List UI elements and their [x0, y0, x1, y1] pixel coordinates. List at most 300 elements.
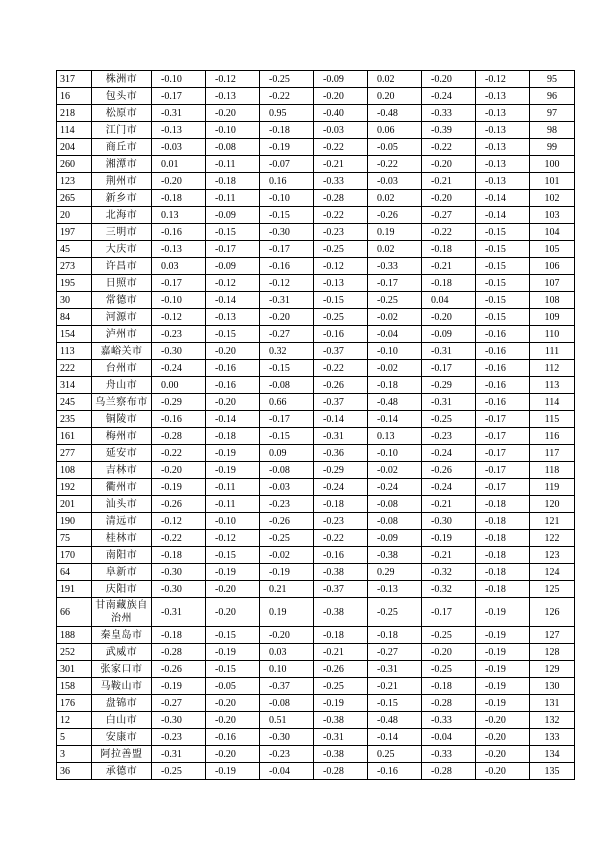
value-cell: -0.24 [368, 479, 422, 496]
value-cell: -0.15 [476, 258, 530, 275]
value-cell: -0.13 [152, 241, 206, 258]
table-row [57, 445, 575, 462]
table-row [57, 712, 575, 729]
city-cell: 南阳市 [92, 547, 152, 564]
id-cell: 66 [57, 598, 92, 627]
value-cell: -0.03 [152, 139, 206, 156]
city-cell: 日照市 [92, 275, 152, 292]
value-cell: -0.17 [152, 275, 206, 292]
id-cell: 84 [57, 309, 92, 326]
city-cell: 武威市 [92, 644, 152, 661]
value-cell: -0.36 [314, 445, 368, 462]
value-cell: -0.26 [368, 207, 422, 224]
value-cell: -0.19 [152, 678, 206, 695]
value-cell: -0.19 [476, 661, 530, 678]
city-cell: 常德市 [92, 292, 152, 309]
value-cell: -0.15 [206, 547, 260, 564]
value-cell: -0.20 [422, 644, 476, 661]
value-cell: -0.19 [476, 627, 530, 644]
city-cell: 梅州市 [92, 428, 152, 445]
table-row [57, 763, 575, 780]
value-cell: -0.40 [314, 105, 368, 122]
value-cell: -0.18 [422, 678, 476, 695]
value-cell: -0.18 [152, 547, 206, 564]
value-cell: -0.11 [206, 190, 260, 207]
table-row [57, 377, 575, 394]
value-cell: -0.22 [368, 156, 422, 173]
value-cell: -0.19 [476, 678, 530, 695]
value-cell: -0.31 [422, 343, 476, 360]
value-cell: 0.21 [260, 581, 314, 598]
value-cell: -0.15 [206, 224, 260, 241]
city-score-table [56, 70, 575, 780]
value-cell: 0.01 [152, 156, 206, 173]
value-cell: -0.09 [422, 326, 476, 343]
value-cell: -0.33 [314, 173, 368, 190]
value-cell: -0.08 [260, 462, 314, 479]
table-row [57, 496, 575, 513]
value-cell: -0.16 [476, 360, 530, 377]
value-cell: -0.16 [314, 326, 368, 343]
city-cell: 新乡市 [92, 190, 152, 207]
value-cell: -0.20 [476, 746, 530, 763]
city-cell: 包头市 [92, 88, 152, 105]
rank-cell: 135 [530, 763, 575, 780]
value-cell: -0.23 [260, 496, 314, 513]
id-cell: 12 [57, 712, 92, 729]
rank-cell: 112 [530, 360, 575, 377]
value-cell: -0.20 [260, 627, 314, 644]
city-cell: 台州市 [92, 360, 152, 377]
city-cell: 许昌市 [92, 258, 152, 275]
table-row [57, 309, 575, 326]
value-cell: -0.19 [206, 462, 260, 479]
value-cell: -0.33 [368, 258, 422, 275]
value-cell: -0.20 [206, 581, 260, 598]
value-cell: -0.32 [422, 581, 476, 598]
value-cell: -0.18 [152, 190, 206, 207]
value-cell: 0.66 [260, 394, 314, 411]
city-cell: 盘锦市 [92, 695, 152, 712]
value-cell: -0.16 [368, 763, 422, 780]
value-cell: -0.17 [422, 598, 476, 627]
value-cell: -0.17 [476, 411, 530, 428]
value-cell: -0.14 [206, 292, 260, 309]
value-cell: -0.27 [260, 326, 314, 343]
value-cell: -0.22 [314, 360, 368, 377]
city-cell: 承德市 [92, 763, 152, 780]
value-cell: -0.08 [206, 139, 260, 156]
value-cell: -0.16 [206, 377, 260, 394]
table-row [57, 122, 575, 139]
id-cell: 265 [57, 190, 92, 207]
value-cell: -0.11 [206, 496, 260, 513]
value-cell: -0.14 [206, 411, 260, 428]
value-cell: -0.38 [314, 746, 368, 763]
value-cell: 0.51 [260, 712, 314, 729]
value-cell: -0.15 [476, 292, 530, 309]
table-row [57, 207, 575, 224]
value-cell: -0.23 [260, 746, 314, 763]
rank-cell: 116 [530, 428, 575, 445]
value-cell: -0.03 [314, 122, 368, 139]
rank-cell: 123 [530, 547, 575, 564]
value-cell: -0.07 [260, 156, 314, 173]
value-cell: 0.04 [422, 292, 476, 309]
table-row [57, 428, 575, 445]
value-cell: -0.24 [152, 360, 206, 377]
value-cell: -0.19 [206, 564, 260, 581]
id-cell: 192 [57, 479, 92, 496]
city-cell: 泸州市 [92, 326, 152, 343]
value-cell: -0.25 [422, 627, 476, 644]
id-cell: 277 [57, 445, 92, 462]
rank-cell: 119 [530, 479, 575, 496]
table-row [57, 394, 575, 411]
value-cell: -0.04 [422, 729, 476, 746]
value-cell: -0.13 [476, 88, 530, 105]
value-cell: 0.13 [368, 428, 422, 445]
table-row [57, 241, 575, 258]
value-cell: -0.31 [368, 661, 422, 678]
value-cell: -0.17 [476, 462, 530, 479]
value-cell: -0.04 [368, 326, 422, 343]
value-cell: -0.02 [368, 360, 422, 377]
table-row [57, 695, 575, 712]
value-cell: -0.26 [314, 661, 368, 678]
rank-cell: 114 [530, 394, 575, 411]
city-cell: 大庆市 [92, 241, 152, 258]
table-row [57, 627, 575, 644]
value-cell: -0.27 [368, 644, 422, 661]
table-row [57, 462, 575, 479]
value-cell: -0.31 [314, 729, 368, 746]
value-cell: -0.26 [152, 496, 206, 513]
value-cell: -0.21 [314, 156, 368, 173]
value-cell: -0.31 [260, 292, 314, 309]
rank-cell: 109 [530, 309, 575, 326]
value-cell: -0.19 [152, 479, 206, 496]
rank-cell: 133 [530, 729, 575, 746]
value-cell: -0.21 [422, 547, 476, 564]
value-cell: -0.10 [206, 122, 260, 139]
value-cell: -0.12 [206, 530, 260, 547]
value-cell: -0.19 [476, 644, 530, 661]
value-cell: -0.13 [476, 173, 530, 190]
table-row [57, 190, 575, 207]
value-cell: -0.37 [314, 394, 368, 411]
value-cell: -0.30 [260, 224, 314, 241]
value-cell: -0.22 [260, 88, 314, 105]
id-cell: 3 [57, 746, 92, 763]
value-cell: -0.12 [206, 275, 260, 292]
city-cell: 株洲市 [92, 71, 152, 88]
city-cell: 庆阳市 [92, 581, 152, 598]
value-cell: 0.25 [368, 746, 422, 763]
id-cell: 113 [57, 343, 92, 360]
rank-cell: 129 [530, 661, 575, 678]
value-cell: -0.25 [368, 598, 422, 627]
value-cell: -0.25 [314, 678, 368, 695]
value-cell: -0.13 [476, 156, 530, 173]
value-cell: -0.12 [260, 275, 314, 292]
value-cell: -0.17 [260, 241, 314, 258]
value-cell: -0.15 [206, 326, 260, 343]
value-cell: -0.17 [206, 241, 260, 258]
table-row [57, 360, 575, 377]
value-cell: 0.29 [368, 564, 422, 581]
value-cell: -0.30 [152, 564, 206, 581]
value-cell: -0.20 [206, 746, 260, 763]
value-cell: -0.08 [368, 513, 422, 530]
value-cell: -0.37 [260, 678, 314, 695]
value-cell: -0.12 [206, 71, 260, 88]
value-cell: -0.16 [476, 326, 530, 343]
city-cell: 北海市 [92, 207, 152, 224]
rank-cell: 99 [530, 139, 575, 156]
rank-cell: 107 [530, 275, 575, 292]
city-cell: 汕头市 [92, 496, 152, 513]
value-cell: -0.20 [422, 309, 476, 326]
id-cell: 273 [57, 258, 92, 275]
value-cell: -0.29 [314, 462, 368, 479]
value-cell: -0.16 [260, 258, 314, 275]
value-cell: -0.18 [476, 547, 530, 564]
id-cell: 190 [57, 513, 92, 530]
value-cell: -0.22 [422, 224, 476, 241]
value-cell: -0.05 [206, 678, 260, 695]
rank-cell: 101 [530, 173, 575, 190]
value-cell: -0.37 [314, 581, 368, 598]
city-cell: 三明市 [92, 224, 152, 241]
value-cell: -0.33 [422, 105, 476, 122]
city-cell: 商丘市 [92, 139, 152, 156]
value-cell: -0.04 [260, 763, 314, 780]
rank-cell: 103 [530, 207, 575, 224]
rank-cell: 100 [530, 156, 575, 173]
table-row [57, 479, 575, 496]
value-cell: -0.10 [368, 343, 422, 360]
id-cell: 114 [57, 122, 92, 139]
value-cell: -0.20 [206, 598, 260, 627]
value-cell: -0.18 [314, 496, 368, 513]
value-cell: -0.17 [422, 360, 476, 377]
value-cell: -0.25 [314, 309, 368, 326]
value-cell: -0.33 [422, 712, 476, 729]
city-cell: 江门市 [92, 122, 152, 139]
value-cell: -0.08 [260, 695, 314, 712]
id-cell: 191 [57, 581, 92, 598]
value-cell: -0.14 [368, 729, 422, 746]
value-cell: -0.20 [206, 105, 260, 122]
table-row [57, 258, 575, 275]
value-cell: -0.24 [422, 445, 476, 462]
value-cell: -0.15 [260, 207, 314, 224]
value-cell: -0.12 [152, 309, 206, 326]
value-cell: -0.15 [206, 627, 260, 644]
table-row [57, 678, 575, 695]
value-cell: -0.38 [314, 598, 368, 627]
value-cell: -0.15 [368, 695, 422, 712]
city-cell: 湘潭市 [92, 156, 152, 173]
value-cell: -0.18 [368, 627, 422, 644]
id-cell: 161 [57, 428, 92, 445]
id-cell: 201 [57, 496, 92, 513]
value-cell: -0.23 [152, 326, 206, 343]
table-row [57, 547, 575, 564]
value-cell: -0.10 [206, 513, 260, 530]
id-cell: 218 [57, 105, 92, 122]
id-cell: 260 [57, 156, 92, 173]
value-cell: -0.18 [476, 530, 530, 547]
value-cell: 0.09 [260, 445, 314, 462]
value-cell: -0.14 [368, 411, 422, 428]
value-cell: -0.05 [368, 139, 422, 156]
city-cell: 清远市 [92, 513, 152, 530]
value-cell: -0.23 [152, 729, 206, 746]
value-cell: -0.20 [422, 190, 476, 207]
value-cell: -0.22 [314, 207, 368, 224]
value-cell: -0.19 [422, 530, 476, 547]
table-row [57, 139, 575, 156]
value-cell: -0.18 [422, 241, 476, 258]
value-cell: -0.18 [476, 581, 530, 598]
value-cell: -0.20 [206, 343, 260, 360]
rank-cell: 130 [530, 678, 575, 695]
value-cell: -0.13 [476, 139, 530, 156]
value-cell: -0.27 [422, 207, 476, 224]
rank-cell: 121 [530, 513, 575, 530]
value-cell: -0.22 [152, 530, 206, 547]
value-cell: -0.18 [422, 275, 476, 292]
value-cell: -0.20 [314, 88, 368, 105]
value-cell: -0.10 [152, 292, 206, 309]
value-cell: -0.09 [206, 258, 260, 275]
table-row [57, 71, 575, 88]
value-cell: -0.30 [152, 343, 206, 360]
value-cell: 0.16 [260, 173, 314, 190]
value-cell: -0.18 [476, 496, 530, 513]
value-cell: 0.02 [368, 241, 422, 258]
value-cell: -0.30 [152, 712, 206, 729]
city-cell: 衢州市 [92, 479, 152, 496]
value-cell: -0.20 [422, 156, 476, 173]
city-cell: 荆州市 [92, 173, 152, 190]
value-cell: -0.26 [260, 513, 314, 530]
id-cell: 195 [57, 275, 92, 292]
value-cell: -0.20 [476, 729, 530, 746]
table-row [57, 729, 575, 746]
value-cell: -0.23 [314, 224, 368, 241]
table-row [57, 105, 575, 122]
rank-cell: 122 [530, 530, 575, 547]
value-cell: -0.17 [476, 445, 530, 462]
rank-cell: 118 [530, 462, 575, 479]
value-cell: -0.29 [152, 394, 206, 411]
id-cell: 235 [57, 411, 92, 428]
value-cell: -0.13 [152, 122, 206, 139]
value-cell: -0.12 [476, 71, 530, 88]
value-cell: -0.25 [422, 411, 476, 428]
rank-cell: 106 [530, 258, 575, 275]
value-cell: -0.17 [476, 428, 530, 445]
value-cell: -0.19 [476, 598, 530, 627]
value-cell: -0.31 [152, 598, 206, 627]
city-cell: 铜陵市 [92, 411, 152, 428]
city-cell: 桂林市 [92, 530, 152, 547]
value-cell: -0.20 [206, 712, 260, 729]
value-cell: -0.13 [206, 309, 260, 326]
value-cell: -0.16 [476, 343, 530, 360]
value-cell: -0.25 [152, 763, 206, 780]
value-cell: -0.23 [314, 513, 368, 530]
city-cell: 延安市 [92, 445, 152, 462]
value-cell: -0.31 [152, 105, 206, 122]
value-cell: -0.32 [422, 564, 476, 581]
value-cell: -0.13 [314, 275, 368, 292]
rank-cell: 110 [530, 326, 575, 343]
value-cell: -0.15 [476, 224, 530, 241]
value-cell: -0.28 [314, 763, 368, 780]
value-cell: -0.03 [368, 173, 422, 190]
city-cell: 秦皇岛市 [92, 627, 152, 644]
value-cell: -0.17 [260, 411, 314, 428]
value-cell: -0.15 [476, 241, 530, 258]
value-cell: -0.08 [368, 496, 422, 513]
id-cell: 197 [57, 224, 92, 241]
value-cell: -0.26 [422, 462, 476, 479]
value-cell: -0.18 [206, 428, 260, 445]
id-cell: 188 [57, 627, 92, 644]
value-cell: -0.19 [260, 564, 314, 581]
value-cell: -0.13 [368, 581, 422, 598]
table-row [57, 156, 575, 173]
id-cell: 108 [57, 462, 92, 479]
value-cell: -0.25 [260, 530, 314, 547]
id-cell: 158 [57, 678, 92, 695]
value-cell: -0.27 [152, 695, 206, 712]
value-cell: 0.19 [368, 224, 422, 241]
value-cell: 0.32 [260, 343, 314, 360]
value-cell: -0.15 [476, 275, 530, 292]
value-cell: -0.15 [260, 428, 314, 445]
value-cell: -0.30 [260, 729, 314, 746]
city-cell: 甘南藏族自治州 [92, 598, 152, 627]
value-cell: -0.25 [422, 661, 476, 678]
id-cell: 317 [57, 71, 92, 88]
city-cell: 乌兰察布市 [92, 394, 152, 411]
table-row [57, 88, 575, 105]
value-cell: -0.11 [206, 479, 260, 496]
value-cell: -0.15 [206, 661, 260, 678]
city-cell: 吉林市 [92, 462, 152, 479]
value-cell: -0.17 [476, 479, 530, 496]
value-cell: -0.09 [314, 71, 368, 88]
value-cell: -0.21 [422, 258, 476, 275]
value-cell: -0.17 [368, 275, 422, 292]
value-cell: -0.25 [260, 71, 314, 88]
id-cell: 154 [57, 326, 92, 343]
table-row [57, 292, 575, 309]
rank-cell: 95 [530, 71, 575, 88]
value-cell: -0.12 [152, 513, 206, 530]
id-cell: 301 [57, 661, 92, 678]
value-cell: -0.18 [476, 564, 530, 581]
value-cell: 0.02 [368, 190, 422, 207]
value-cell: -0.17 [152, 88, 206, 105]
rank-cell: 117 [530, 445, 575, 462]
rank-cell: 104 [530, 224, 575, 241]
